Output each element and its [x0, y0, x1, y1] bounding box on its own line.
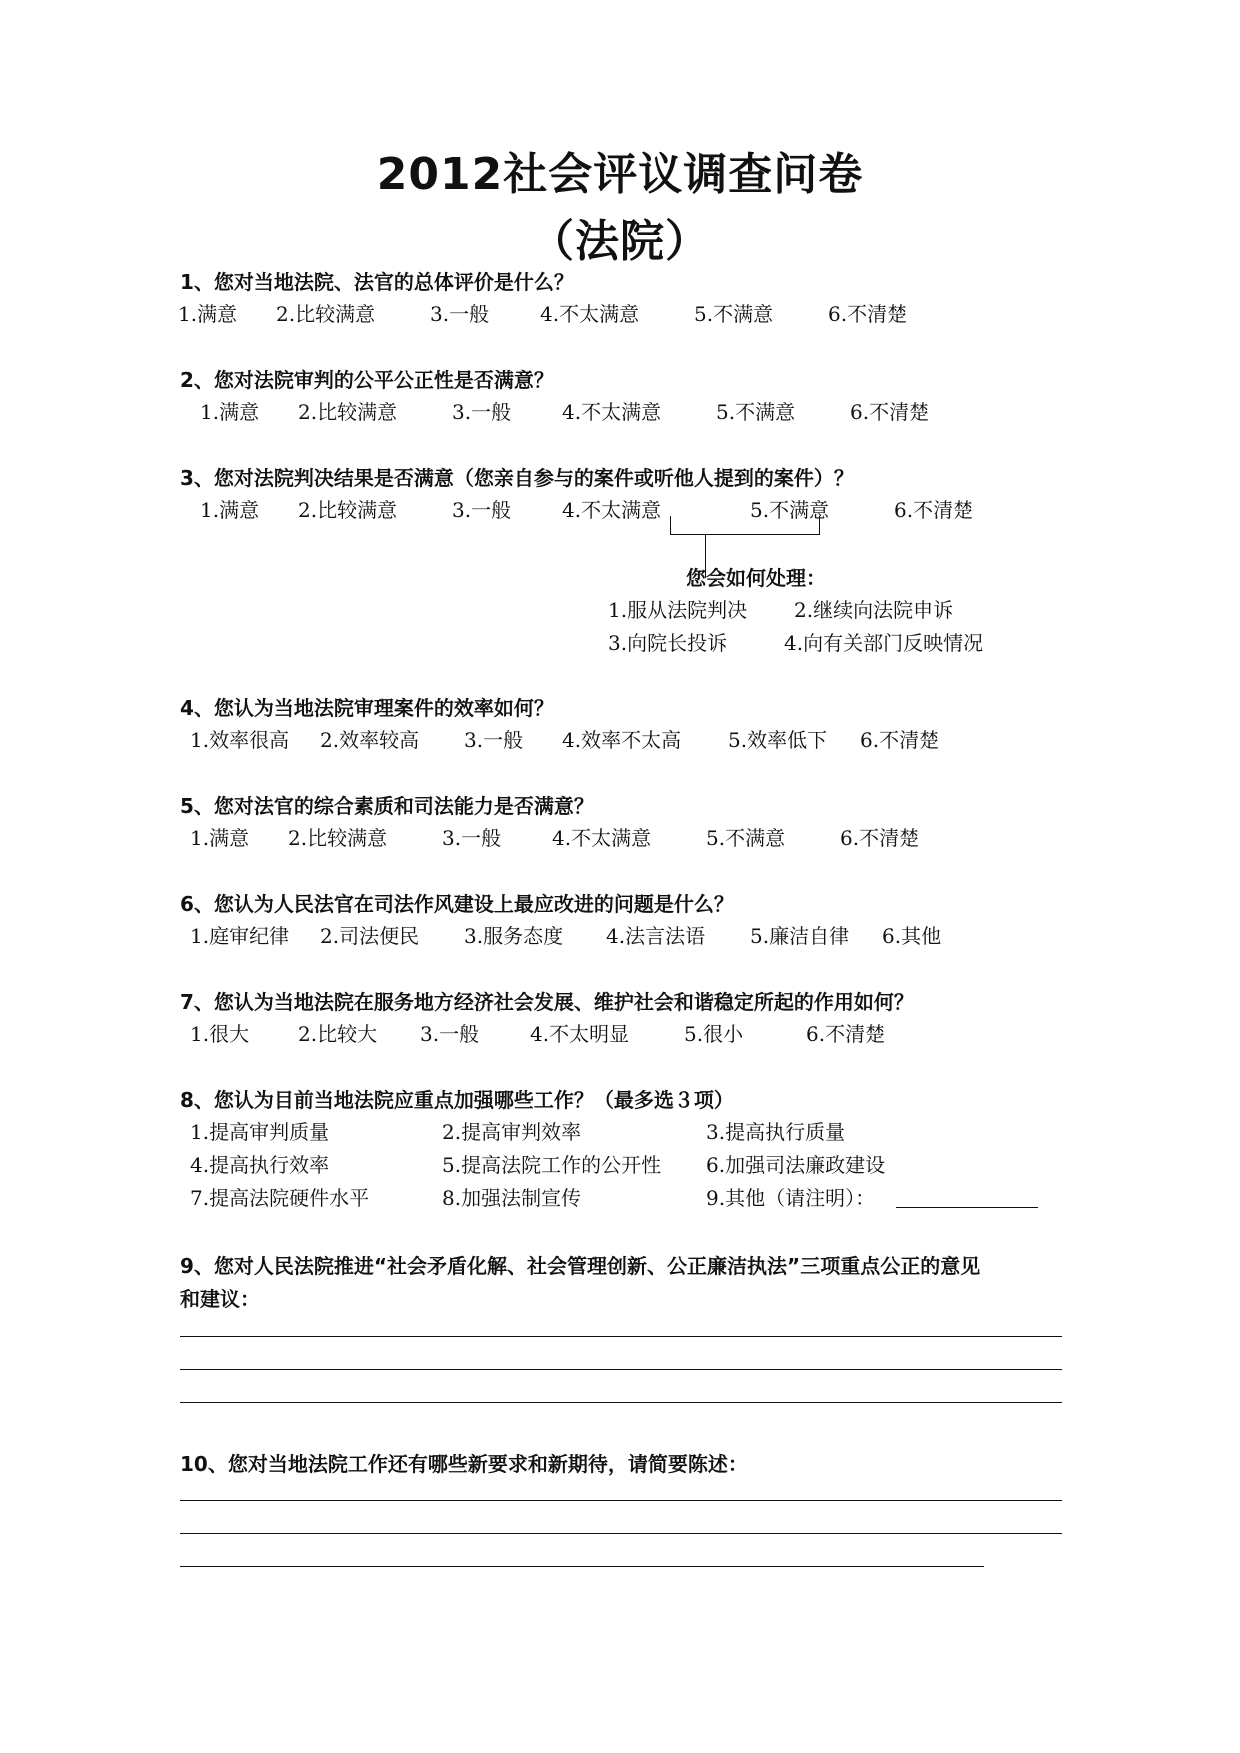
q8-option-2[interactable]: 2.提高审判效率	[442, 1120, 582, 1144]
q3-follow-up-option-1[interactable]: 1.服从法院判决	[608, 598, 748, 622]
question-9-line-1: 9、您对人民法院推进“社会矛盾化解、社会管理创新、公正廉洁执法”三项重点公正的意见	[180, 1254, 981, 1278]
q4-option-1[interactable]: 1.效率很高	[190, 728, 290, 752]
q7-option-2[interactable]: 2.比较大	[298, 1022, 378, 1046]
q3-option-2[interactable]: 2.比较满意	[298, 498, 398, 522]
q2-option-5[interactable]: 5.不满意	[716, 400, 796, 424]
page-title: 2012社会评议调查问卷	[376, 149, 864, 200]
q3-option-4[interactable]: 4.不太满意	[562, 498, 662, 522]
page-subtitle: （法院）	[530, 216, 710, 267]
question-9-line-2: 和建议：	[180, 1287, 260, 1311]
question-4: 4、您认为当地法院审理案件的效率如何？	[180, 696, 554, 720]
q9-answer-line-2[interactable]	[180, 1369, 1062, 1370]
q1-option-6[interactable]: 6.不清楚	[828, 302, 908, 326]
q4-option-3[interactable]: 3.一般	[464, 728, 524, 752]
q3-option-6[interactable]: 6.不清楚	[894, 498, 974, 522]
q8-option-7[interactable]: 7.提高法院硬件水平	[190, 1186, 370, 1210]
q10-answer-line-3[interactable]	[180, 1566, 984, 1567]
q3-option-5[interactable]: 5.不满意	[750, 498, 830, 522]
q5-option-4[interactable]: 4.不太满意	[552, 826, 652, 850]
q8-option-6[interactable]: 6.加强司法廉政建设	[706, 1153, 886, 1177]
question-2: 2、您对法院审判的公平公正性是否满意？	[180, 368, 554, 392]
q6-option-1[interactable]: 1.庭审纪律	[190, 924, 290, 948]
q6-option-3[interactable]: 3.服务态度	[464, 924, 564, 948]
q10-answer-line-1[interactable]	[180, 1500, 1062, 1501]
q1-option-3[interactable]: 3.一般	[430, 302, 490, 326]
question-7: 7、您认为当地法院在服务地方经济社会发展、维护社会和谐稳定所起的作用如何？	[180, 990, 914, 1014]
follow-up-bracket	[670, 516, 820, 535]
question-3: 3、您对法院判决结果是否满意（您亲自参与的案件或听他人提到的案件）？	[180, 466, 854, 490]
q8-option-8[interactable]: 8.加强法制宣传	[442, 1186, 582, 1210]
q3-option-1[interactable]: 1.满意	[200, 498, 260, 522]
q5-option-1[interactable]: 1.满意	[190, 826, 250, 850]
q5-option-3[interactable]: 3.一般	[442, 826, 502, 850]
q7-option-1[interactable]: 1.很大	[190, 1022, 250, 1046]
q5-option-2[interactable]: 2.比较满意	[288, 826, 388, 850]
q1-option-1[interactable]: 1.满意	[178, 302, 238, 326]
q6-option-5[interactable]: 5.廉洁自律	[750, 924, 850, 948]
q4-option-2[interactable]: 2.效率较高	[320, 728, 420, 752]
question-1: 1、您对当地法院、法官的总体评价是什么？	[180, 270, 574, 294]
q4-option-6[interactable]: 6.不清楚	[860, 728, 940, 752]
q2-option-1[interactable]: 1.满意	[200, 400, 260, 424]
q7-option-6[interactable]: 6.不清楚	[806, 1022, 886, 1046]
q3-follow-up-option-4[interactable]: 4.向有关部门反映情况	[784, 631, 984, 655]
q9-answer-line-3[interactable]	[180, 1402, 1062, 1403]
q2-option-4[interactable]: 4.不太满意	[562, 400, 662, 424]
q5-option-5[interactable]: 5.不满意	[706, 826, 786, 850]
q8-option-5[interactable]: 5.提高法院工作的公开性	[442, 1153, 662, 1177]
q8-option-4[interactable]: 4.提高执行效率	[190, 1153, 330, 1177]
q1-option-4[interactable]: 4.不太满意	[540, 302, 640, 326]
question-6: 6、您认为人民法官在司法作风建设上最应改进的问题是什么？	[180, 892, 734, 916]
q7-option-4[interactable]: 4.不太明显	[530, 1022, 630, 1046]
q8-other-blank[interactable]	[896, 1207, 1038, 1208]
q1-option-2[interactable]: 2.比较满意	[276, 302, 376, 326]
q10-answer-line-2[interactable]	[180, 1533, 1062, 1534]
q6-option-4[interactable]: 4.法言法语	[606, 924, 706, 948]
q4-option-5[interactable]: 5.效率低下	[728, 728, 828, 752]
q3-follow-up-question: 您会如何处理：	[686, 566, 826, 590]
question-5: 5、您对法官的综合素质和司法能力是否满意？	[180, 794, 594, 818]
q2-option-2[interactable]: 2.比较满意	[298, 400, 398, 424]
q2-option-3[interactable]: 3.一般	[452, 400, 512, 424]
q5-option-6[interactable]: 6.不清楚	[840, 826, 920, 850]
q7-option-5[interactable]: 5.很小	[684, 1022, 744, 1046]
q3-follow-up-option-3[interactable]: 3.向院长投诉	[608, 631, 728, 655]
q7-option-3[interactable]: 3.一般	[420, 1022, 480, 1046]
q8-option-1[interactable]: 1.提高审判质量	[190, 1120, 330, 1144]
q3-option-3[interactable]: 3.一般	[452, 498, 512, 522]
question-10: 10、您对当地法院工作还有哪些新要求和新期待，请简要陈述：	[180, 1452, 748, 1476]
q4-option-4[interactable]: 4.效率不太高	[562, 728, 682, 752]
q1-option-5[interactable]: 5.不满意	[694, 302, 774, 326]
q6-option-2[interactable]: 2.司法便民	[320, 924, 420, 948]
q2-option-6[interactable]: 6.不清楚	[850, 400, 930, 424]
q3-follow-up-option-2[interactable]: 2.继续向法院申诉	[794, 598, 954, 622]
question-8: 8、您认为目前当地法院应重点加强哪些工作？（最多选３项）	[180, 1088, 734, 1112]
q6-option-6[interactable]: 6.其他	[882, 924, 942, 948]
q8-option-3[interactable]: 3.提高执行质量	[706, 1120, 846, 1144]
q9-answer-line-1[interactable]	[180, 1336, 1062, 1337]
q8-option-9[interactable]: 9.其他（请注明）：	[706, 1186, 876, 1210]
